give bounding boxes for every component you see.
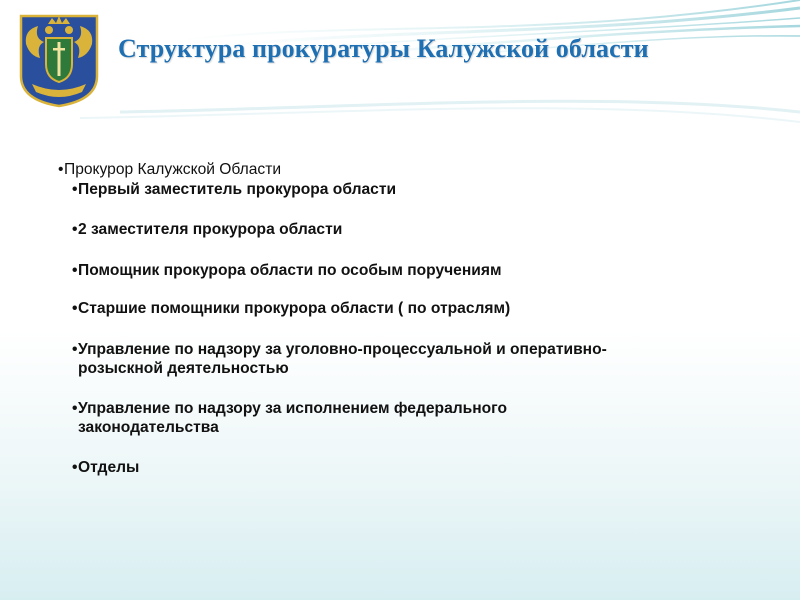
list-item <box>72 261 502 280</box>
bullet-glyph: • <box>72 400 78 417</box>
list-item <box>58 160 281 179</box>
slide-title: Структура прокуратуры Калужской области <box>118 34 649 63</box>
bullet-glyph: • <box>72 459 78 476</box>
list-item <box>72 220 342 239</box>
bullet-glyph: • <box>72 221 78 238</box>
item-text-continuation: законодательства <box>78 419 219 436</box>
item-text: Первый заместитель прокурора области <box>78 181 397 198</box>
item-text: Управление по надзору за исполнением федерального <box>78 400 507 417</box>
list-item <box>72 299 510 318</box>
item-text: 2 заместителя прокурора области <box>78 221 343 238</box>
item-text: Управление по надзору за уголовно-процессуальной и оперативно- <box>78 341 607 358</box>
list-item <box>72 340 607 378</box>
item-text: Прокурор Калужской Области <box>64 161 282 178</box>
bullet-glyph: • <box>72 262 78 279</box>
item-text-continuation: розыскной деятельностью <box>78 360 289 377</box>
list-item <box>72 399 507 437</box>
bullet-glyph: • <box>72 300 78 317</box>
item-text: Помощник прокурора области по особым поручениям <box>78 262 502 279</box>
list-item <box>72 458 139 477</box>
bullet-glyph: • <box>72 181 78 198</box>
item-text: Старшие помощники прокурора области ( по отраслям) <box>78 300 511 317</box>
item-text: Отделы <box>78 459 140 476</box>
list-item <box>72 180 396 199</box>
bullet-glyph: • <box>72 341 78 358</box>
bullet-glyph: • <box>58 161 64 178</box>
